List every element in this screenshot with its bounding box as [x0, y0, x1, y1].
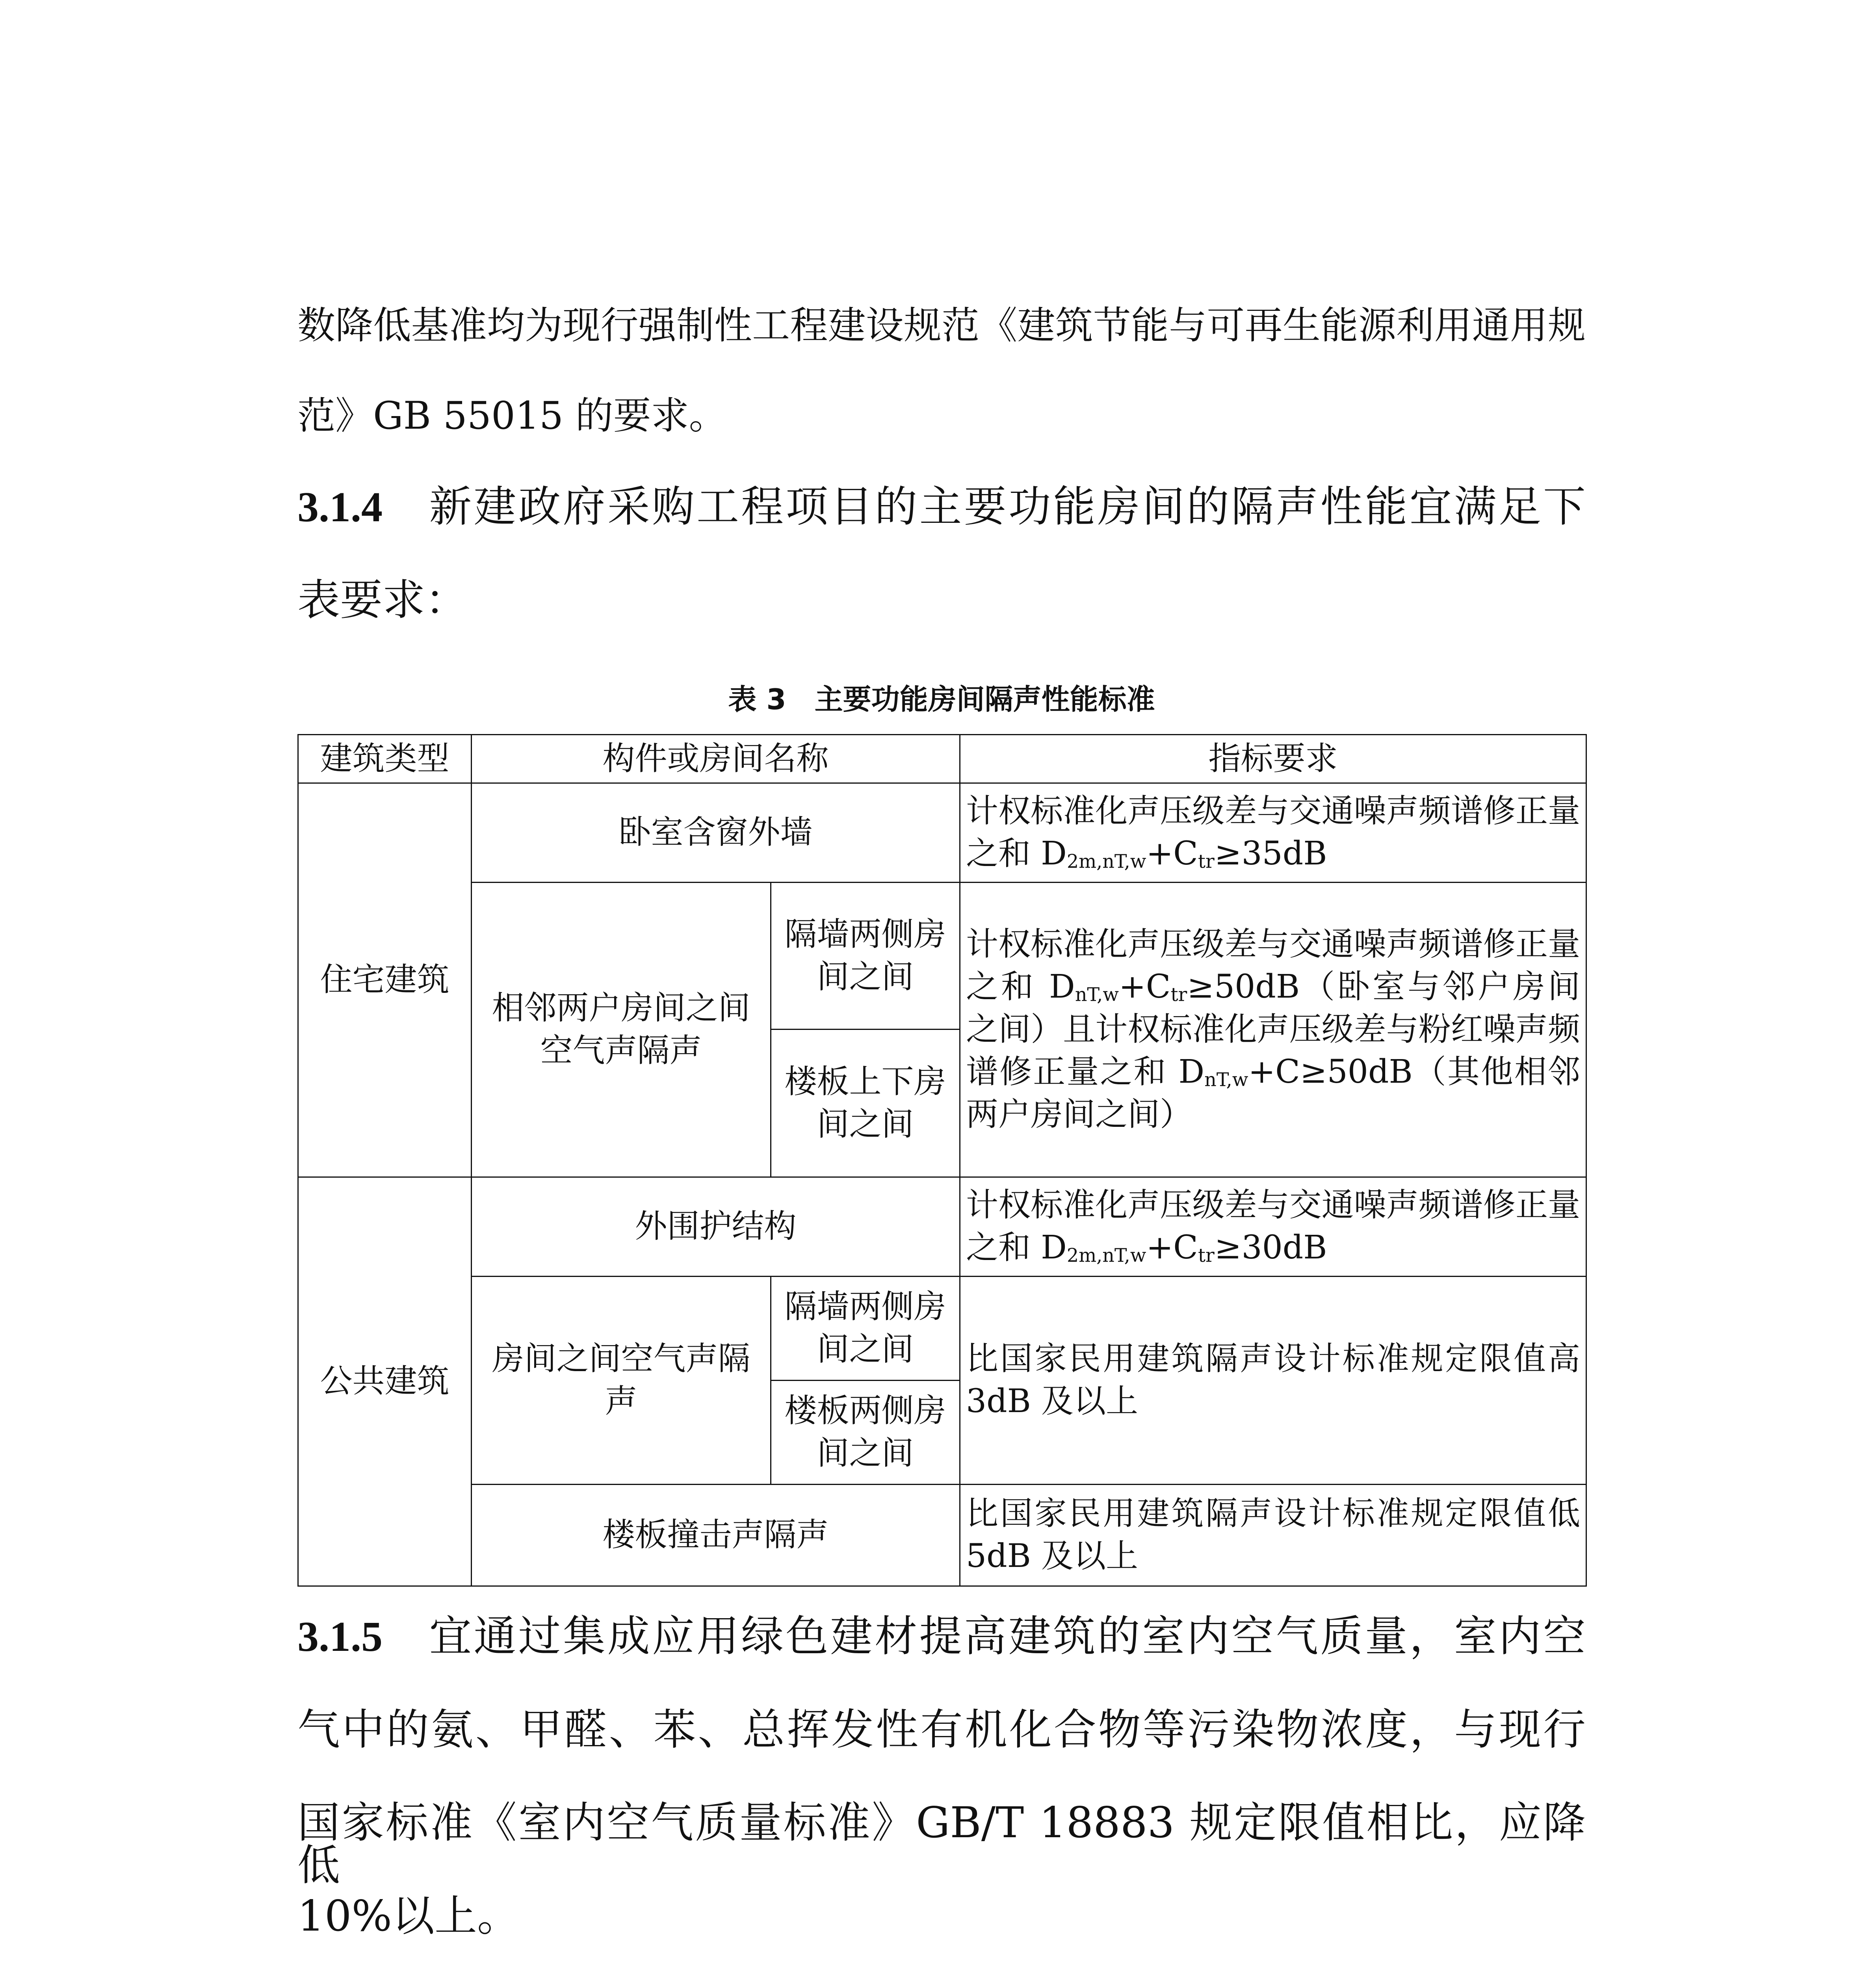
header-building-type: 建筑类型: [298, 735, 472, 783]
table-row: [298, 1484, 1586, 1586]
table-row: [298, 882, 1586, 1029]
residential-label: 住宅建筑: [298, 783, 472, 1177]
clause-number: 3.1.5: [297, 1613, 383, 1660]
impact-requirement: 比国家民用建筑隔声设计标准规定限值低 5dB 及以上: [960, 1484, 1586, 1586]
bedroom-wall-cell: 卧室含窗外墙: [472, 783, 960, 882]
between-requirement: 比国家民用建筑隔声设计标准规定限值高 3dB 及以上: [960, 1276, 1586, 1484]
sound-insulation-table: [297, 734, 1587, 1587]
public-label: 公共建筑: [298, 1177, 472, 1586]
table-row: [298, 1177, 1586, 1276]
envelope-requirement: 计权标准化声压级差与交通噪声频谱修正量之和 $D_{2m,nT,w}+C_{tr}\ge 30dB$: [960, 1177, 1586, 1276]
public-floor-sub: 楼板两侧房间之间: [771, 1380, 960, 1484]
clause-3-1-5: [297, 1612, 1586, 1661]
adjacent-requirement: 计权标准化声压级差与交通噪声频谱修正量之和 $D_{nT,w}+C_{tr}\ge 50dB$（卧室与邻户房间之间）且计权标准化声压级差与粉红噪声频谱修正量之和 $D_{nT,w}+C\ge 50dB$（其他相邻两户房间之间）: [960, 882, 1586, 1177]
header-component: 构件或房间名称: [472, 735, 960, 783]
residential-wall-sub: 隔墙两侧房间之间: [771, 882, 960, 1029]
table-row: [298, 783, 1586, 882]
public-wall-sub: 隔墙两侧房间之间: [771, 1276, 960, 1380]
clause-3-1-4: [297, 482, 1586, 532]
adjacent-airborne-cell: 相邻两户房间之间空气声隔声: [472, 882, 771, 1177]
paragraph-line: 范》GB 55015 的要求。: [297, 394, 727, 438]
header-requirement: 指标要求: [960, 735, 1586, 783]
residential-floor-sub: 楼板上下房间之间: [771, 1029, 960, 1177]
impact-cell: 楼板撞击声隔声: [472, 1484, 960, 1586]
paragraph-line: 数降低基准均为现行强制性工程建设规范《建筑节能与可再生能源利用通用规: [297, 303, 1586, 348]
envelope-cell: 外围护结构: [472, 1177, 960, 1276]
table-caption: 表 3 主要功能房间隔声性能标准: [728, 683, 1155, 716]
paragraph-line: 气中的氨、甲醛、苯、总挥发性有机化合物等污染物浓度，与现行: [297, 1705, 1586, 1754]
clause-text: 新建政府采购工程项目的主要功能房间的隔声性能宜满足下: [429, 482, 1586, 532]
clause-number: 3.1.4: [297, 484, 383, 531]
table-row: [298, 1276, 1586, 1380]
clause-text: 宜通过集成应用绿色建材提高建筑的室内空气质量，室内空: [429, 1612, 1586, 1661]
paragraph-line: 国家标准《室内空气质量标准》GB/T 18883 规定限值相比，应降低: [297, 1798, 1586, 1890]
table-header-row: [298, 735, 1586, 783]
paragraph-line: 10%以上。: [297, 1892, 520, 1941]
paragraph-line: 表要求：: [297, 576, 468, 625]
between-rooms-cell: 房间之间空气声隔声: [472, 1276, 771, 1484]
bedroom-wall-requirement: 计权标准化声压级差与交通噪声频谱修正量之和 $D_{2m,nT,w}+C_{tr}\ge 35dB$: [960, 783, 1586, 882]
